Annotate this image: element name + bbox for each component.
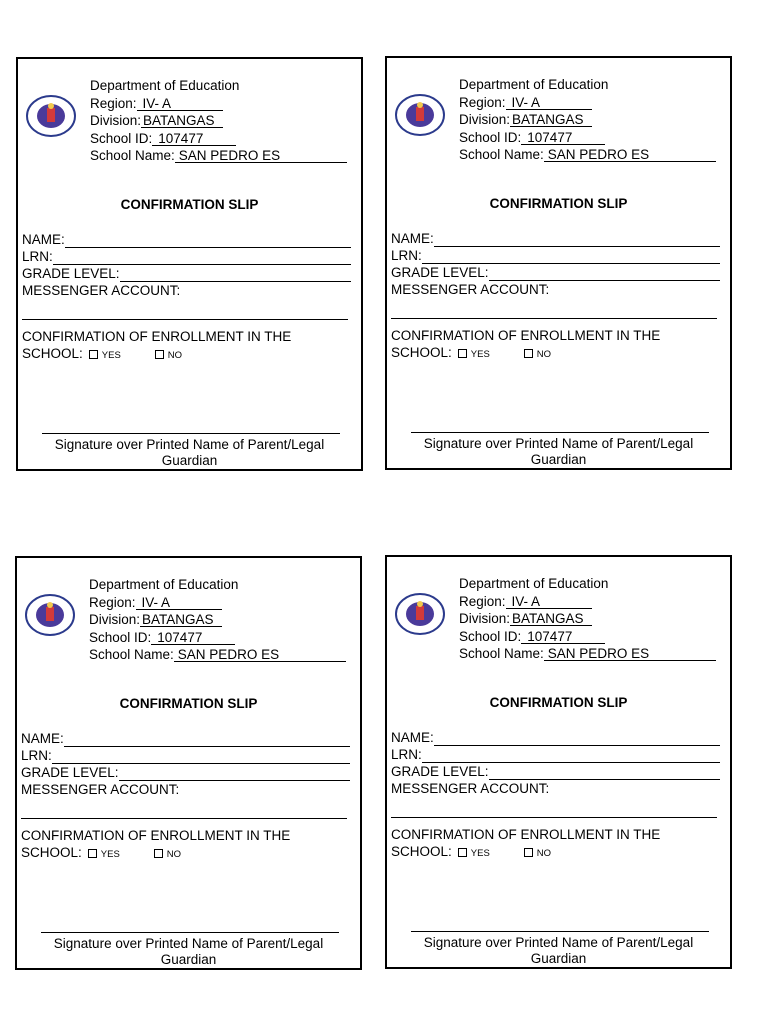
region-value: IV- A (136, 596, 222, 610)
messenger-account-label: MESSENGER ACCOUNT: (391, 781, 550, 796)
slip-header (459, 76, 716, 164)
yes-checkbox[interactable] (88, 849, 97, 858)
department-name: Department of Education (459, 77, 609, 92)
name-field[interactable]: NAME: (21, 730, 354, 747)
enrollment-confirmation: CONFIRMATION OF ENROLLMENT IN THE SCHOOL: YES NO (22, 329, 292, 361)
school-id-value: 107477 (521, 131, 605, 145)
department-name: Department of Education (90, 78, 240, 93)
division-row: Division: BATANGAS (459, 610, 716, 628)
lrn-field[interactable]: LRN: (22, 248, 355, 265)
region-row: Region: IV- A (89, 594, 346, 612)
slip-title: CONFIRMATION SLIP (120, 197, 259, 212)
no-option[interactable]: NO (155, 350, 182, 361)
school-name-value: SAN PEDRO ES (174, 648, 346, 662)
department-name: Department of Education (459, 576, 609, 591)
slip-fields (21, 730, 354, 863)
confirmation-slip-3 (15, 556, 362, 970)
slip-fields (391, 729, 724, 862)
school-id-row: School ID: 107477 (89, 629, 346, 647)
school-id-row: School ID: 107477 (459, 129, 716, 147)
school-name-value: SAN PEDRO ES (544, 647, 716, 661)
signature-line[interactable] (41, 932, 339, 933)
signature-line[interactable] (411, 931, 709, 932)
region-row: Region: IV- A (90, 95, 347, 113)
yes-option[interactable]: YES (458, 349, 490, 360)
school-id-value: 107477 (151, 631, 235, 645)
messenger-account-label: MESSENGER ACCOUNT: (21, 782, 180, 797)
school-name-row: School Name: SAN PEDRO ES (459, 146, 716, 164)
division-row: Division: BATANGAS (89, 611, 346, 629)
no-option[interactable]: NO (524, 848, 551, 859)
division-value: BATANGAS (510, 113, 592, 127)
grade-level-field[interactable]: GRADE LEVEL: (391, 264, 724, 281)
signature-caption: Signature over Printed Name of Parent/Legal Guardian (54, 437, 325, 468)
no-checkbox[interactable] (154, 849, 163, 858)
yes-option[interactable]: YES (89, 350, 121, 361)
department-name: Department of Education (89, 577, 239, 592)
confirmation-slip-4 (385, 555, 732, 969)
no-option[interactable]: NO (154, 849, 181, 860)
confirmation-slip-2 (385, 56, 732, 470)
region-value: IV- A (137, 97, 223, 111)
signature-line[interactable] (411, 432, 709, 433)
no-checkbox[interactable] (524, 848, 533, 857)
division-row: Division: BATANGAS (90, 112, 347, 130)
deped-seal-icon (25, 594, 75, 636)
no-checkbox[interactable] (155, 350, 164, 359)
school-name-value: SAN PEDRO ES (175, 149, 347, 163)
slip-header (89, 576, 346, 664)
yes-option[interactable]: YES (458, 848, 490, 859)
messenger-account-field[interactable] (21, 818, 347, 819)
school-name-row: School Name: SAN PEDRO ES (90, 147, 347, 165)
yes-checkbox[interactable] (458, 349, 467, 358)
division-value: BATANGAS (140, 613, 222, 627)
slip-header (90, 77, 347, 165)
grade-level-field[interactable]: GRADE LEVEL: (391, 763, 724, 780)
grade-level-field[interactable]: GRADE LEVEL: (22, 265, 355, 282)
slip-fields (22, 231, 355, 364)
messenger-account-field[interactable] (22, 319, 348, 320)
school-id-row: School ID: 107477 (90, 130, 347, 148)
enrollment-confirmation: CONFIRMATION OF ENROLLMENT IN THE SCHOOL: YES NO (391, 328, 661, 360)
enrollment-confirmation: CONFIRMATION OF ENROLLMENT IN THE SCHOOL: YES NO (391, 827, 661, 859)
messenger-account-field[interactable] (391, 318, 717, 319)
school-name-row: School Name: SAN PEDRO ES (459, 645, 716, 663)
school-name-value: SAN PEDRO ES (544, 148, 716, 162)
lrn-field[interactable]: LRN: (21, 747, 354, 764)
region-value: IV- A (506, 595, 592, 609)
deped-seal-icon (395, 94, 445, 136)
messenger-account-label: MESSENGER ACCOUNT: (22, 283, 181, 298)
signature-caption: Signature over Printed Name of Parent/Legal Guardian (423, 436, 694, 467)
confirmation-slip-1 (16, 57, 363, 471)
school-id-value: 107477 (152, 132, 236, 146)
yes-option[interactable]: YES (88, 849, 120, 860)
school-id-row: School ID: 107477 (459, 628, 716, 646)
slip-header (459, 575, 716, 663)
region-row: Region: IV- A (459, 94, 716, 112)
division-value: BATANGAS (141, 114, 223, 128)
division-value: BATANGAS (510, 612, 592, 626)
deped-seal-icon (26, 95, 76, 137)
no-option[interactable]: NO (524, 349, 551, 360)
no-checkbox[interactable] (524, 349, 533, 358)
yes-checkbox[interactable] (89, 350, 98, 359)
yes-checkbox[interactable] (458, 848, 467, 857)
division-row: Division: BATANGAS (459, 111, 716, 129)
school-id-value: 107477 (521, 630, 605, 644)
region-value: IV- A (506, 96, 592, 110)
slip-title: CONFIRMATION SLIP (489, 196, 628, 211)
enrollment-confirmation: CONFIRMATION OF ENROLLMENT IN THE SCHOOL: YES NO (21, 828, 291, 860)
school-name-row: School Name: SAN PEDRO ES (89, 646, 346, 664)
region-row: Region: IV- A (459, 593, 716, 611)
signature-caption: Signature over Printed Name of Parent/Legal Guardian (53, 936, 324, 967)
slip-title: CONFIRMATION SLIP (489, 695, 628, 710)
grade-level-field[interactable]: GRADE LEVEL: (21, 764, 354, 781)
messenger-account-label: MESSENGER ACCOUNT: (391, 282, 550, 297)
signature-caption: Signature over Printed Name of Parent/Legal Guardian (423, 935, 694, 966)
lrn-field[interactable]: LRN: (391, 746, 724, 763)
messenger-account-field[interactable] (391, 817, 717, 818)
slip-fields (391, 230, 724, 363)
name-field[interactable]: NAME: (22, 231, 355, 248)
name-field[interactable]: NAME: (391, 729, 724, 746)
lrn-field[interactable]: LRN: (391, 247, 724, 264)
slip-title: CONFIRMATION SLIP (119, 696, 258, 711)
signature-line[interactable] (42, 433, 340, 434)
deped-seal-icon (395, 593, 445, 635)
name-field[interactable]: NAME: (391, 230, 724, 247)
